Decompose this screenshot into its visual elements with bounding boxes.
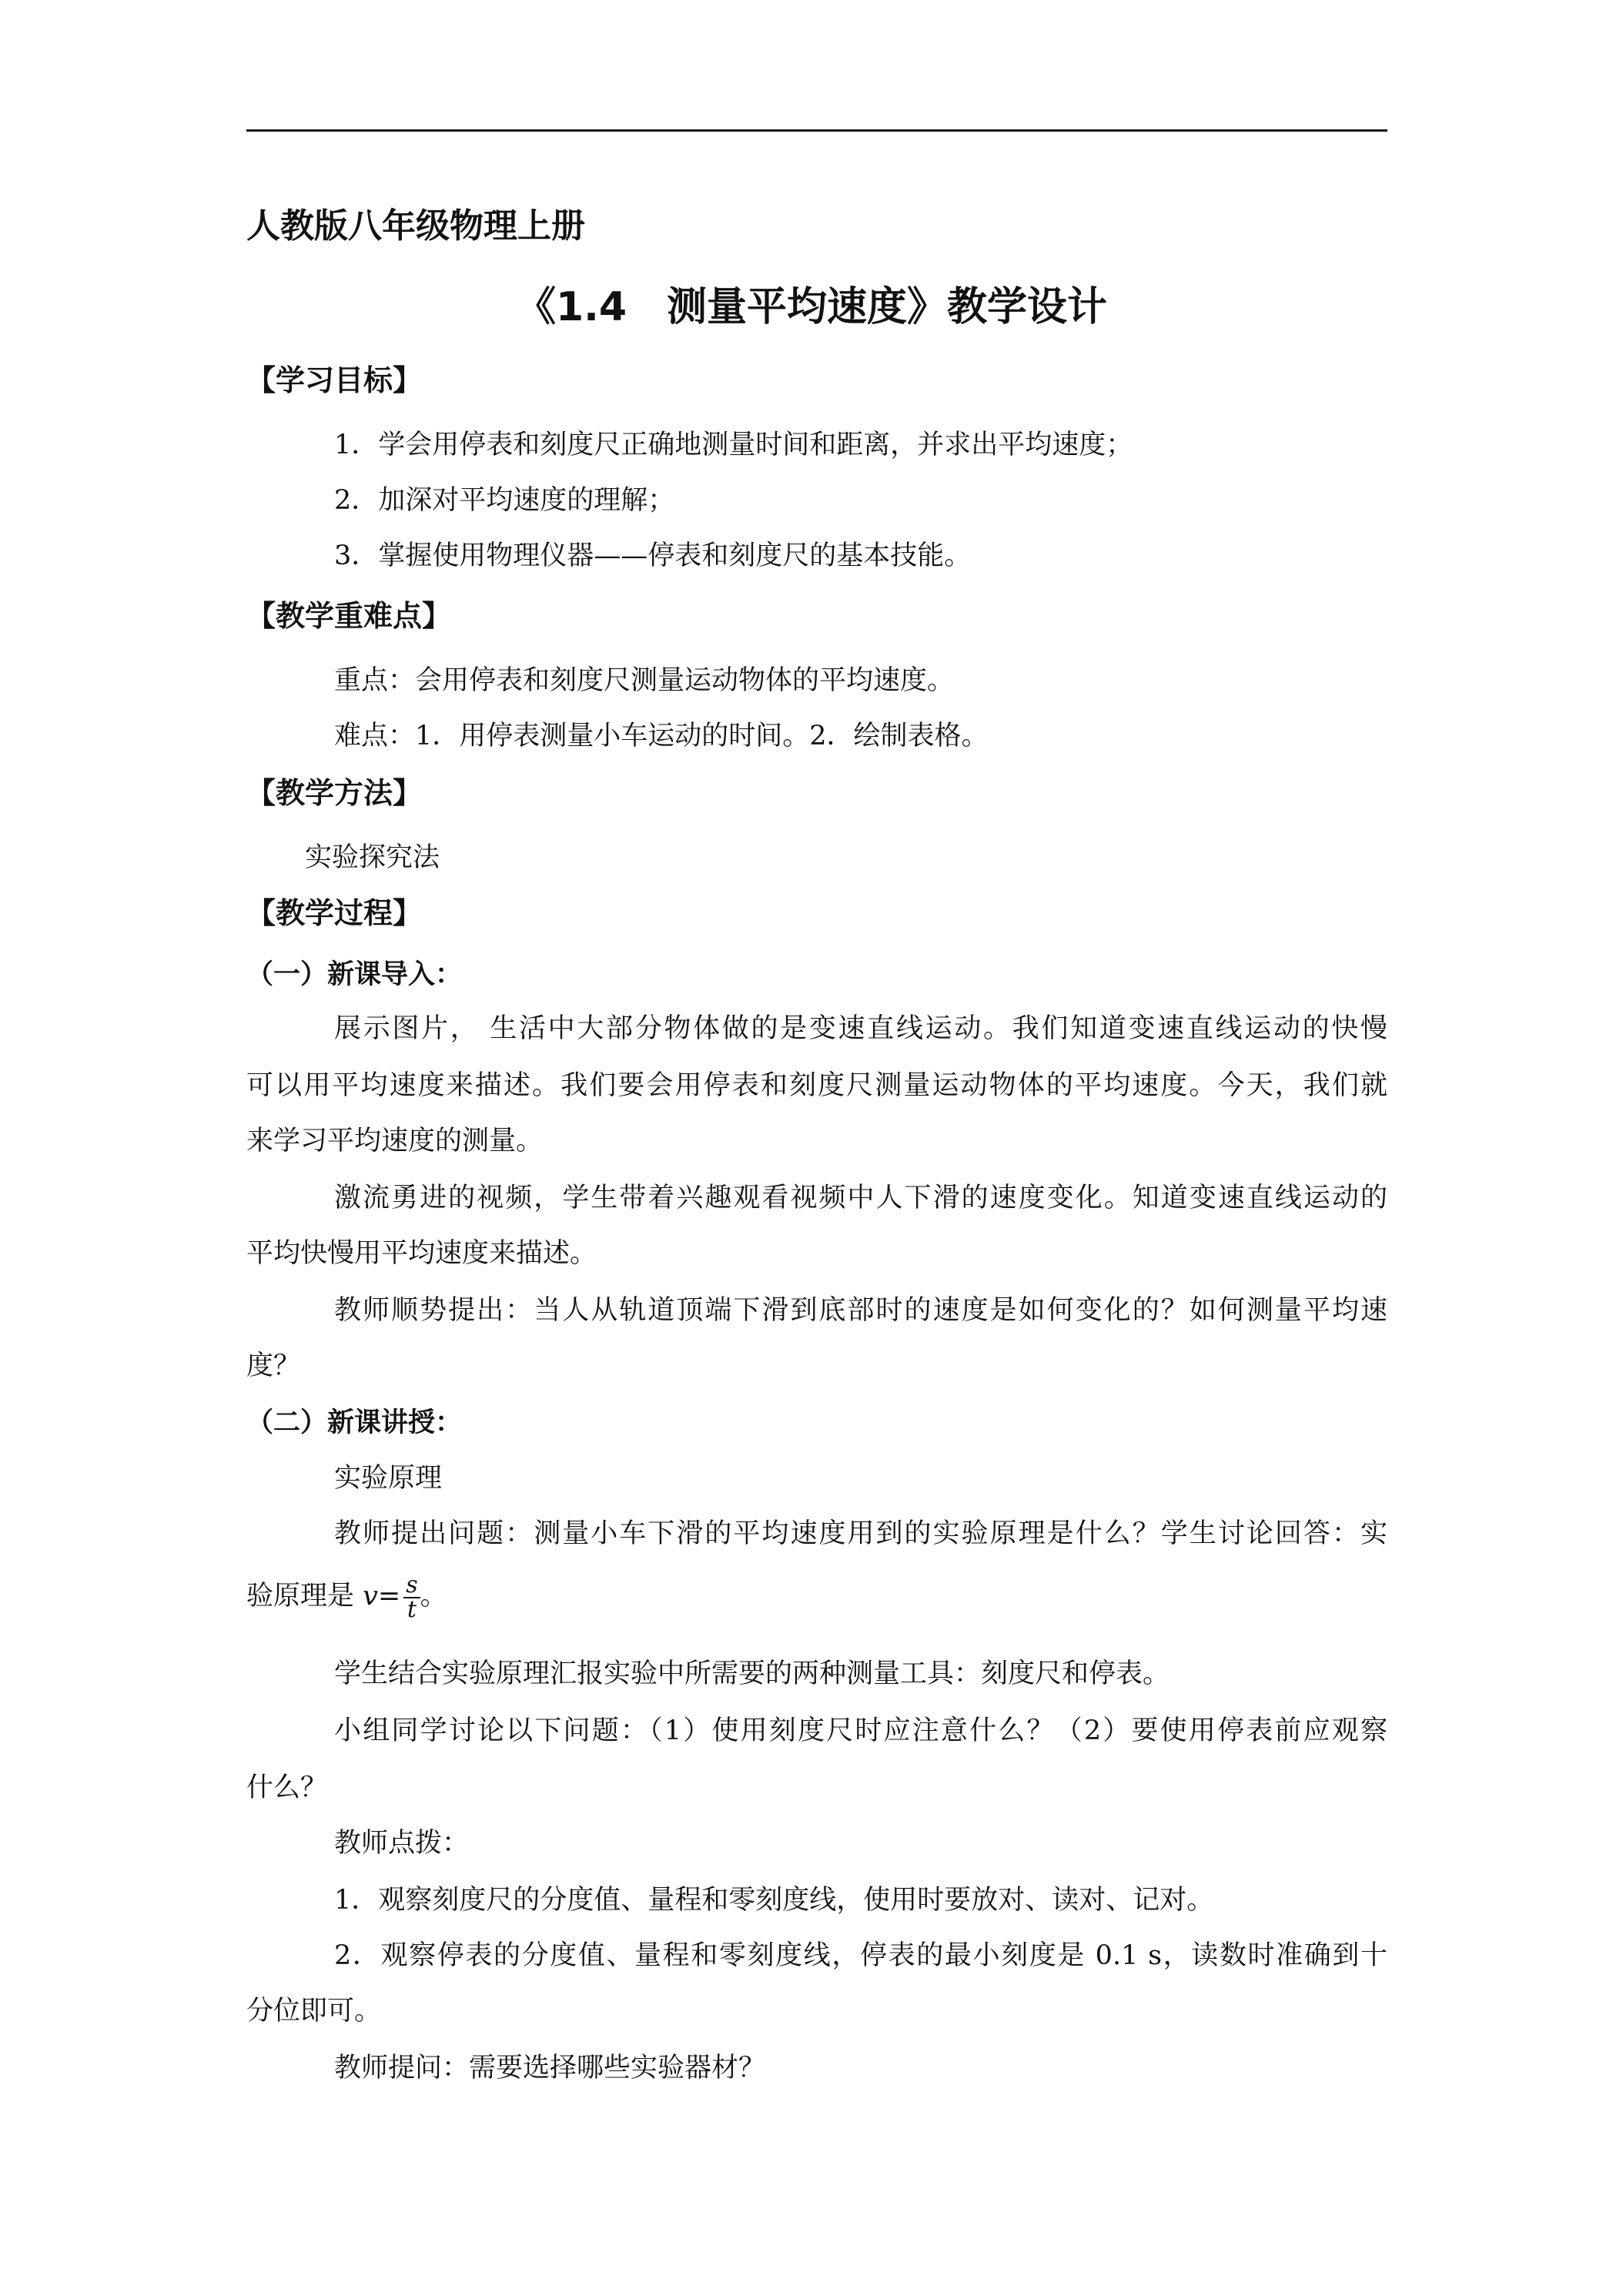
objective-item-1: 1．学会用停表和刻度尺正确地测量时间和距离，并求出平均速度； [334, 430, 1133, 460]
objective-item-2: 2．加深对平均速度的理解； [334, 485, 675, 516]
group-discussion-line-1: 小组同学讨论以下问题：（1）使用刻度尺时应注意什么？（2）要使用停表前应观察 [334, 1715, 1387, 1746]
objective-item-3: 3．掌握使用物理仪器——停表和刻度尺的基本技能。 [334, 541, 972, 571]
header-rule [246, 129, 1387, 132]
formula-fraction [403, 1571, 420, 1623]
document-subtitle: 人教版八年级物理上册 [246, 206, 585, 246]
part1-paragraph-2-line-2: 平均快慢用平均速度来描述。 [246, 1238, 597, 1269]
formula-end: 。 [420, 1581, 447, 1612]
part2-heading: （二）新课讲授： [246, 1407, 463, 1438]
formula-velocity: v [363, 1581, 378, 1612]
method-text: 实验探究法 [305, 842, 440, 873]
part1-paragraph-3-line-2: 度？ [246, 1350, 301, 1381]
formula-equals: = [377, 1581, 401, 1612]
tools-text: 学生结合实验原理汇报实验中所需要的两种测量工具：刻度尺和停表。 [334, 1658, 1170, 1689]
principle-title: 实验原理 [334, 1463, 443, 1494]
part1-paragraph-1-line-1: 展示图片， 生活中大部分物体做的是变速直线运动。我们知道变速直线运动的快慢 [334, 1013, 1387, 1044]
key-point-focus: 重点：会用停表和刻度尺测量运动物体的平均速度。 [334, 665, 955, 696]
document-title: 《1.4 测量平均速度》教学设计 [515, 284, 1108, 330]
section-heading-process: 【教学过程】 [246, 896, 423, 930]
group-discussion-line-2: 什么？ [246, 1772, 328, 1803]
part1-paragraph-1-line-3: 来学习平均速度的测量。 [246, 1126, 544, 1156]
part1-paragraph-2-line-1: 激流勇进的视频，学生带着兴趣观看视频中人下滑的速度变化。知道变速直线运动的 [334, 1183, 1387, 1213]
principle-formula-prefix: 验原理是 [246, 1581, 363, 1612]
teacher-tip-title: 教师点拨： [334, 1828, 470, 1859]
part1-heading: （一）新课导入： [246, 959, 463, 990]
formula-denominator: t [407, 1595, 417, 1623]
section-heading-key-points: 【教学重难点】 [246, 599, 452, 633]
principle-formula-line [246, 1569, 447, 1623]
teacher-tip-2-line-1: 2．观察停表的分度值、量程和零刻度线，停表的最小刻度是 0.1 s，读数时准确到十 [334, 1940, 1387, 1971]
part1-paragraph-1-line-2: 可以用平均速度来描述。我们要会用停表和刻度尺测量运动物体的平均速度。今天，我们就 [246, 1070, 1387, 1101]
key-point-difficulty: 难点：1．用停表测量小车运动的时间。2．绘制表格。 [334, 721, 989, 751]
teacher-question: 教师提问：需要选择哪些实验器材？ [334, 2053, 766, 2083]
teacher-tip-1: 1．观察刻度尺的分度值、量程和零刻度线，使用时要放对、读对、记对。 [334, 1885, 1214, 1916]
section-heading-method: 【教学方法】 [246, 776, 423, 810]
formula-numerator: s [403, 1574, 420, 1598]
teacher-tip-2-line-2: 分位即可。 [246, 1996, 382, 2027]
part1-paragraph-3-line-1: 教师顺势提出：当人从轨道顶端下滑到底部时的速度是如何变化的？如何测量平均速 [334, 1295, 1387, 1326]
section-heading-objectives: 【学习目标】 [246, 363, 423, 397]
principle-question-line-1: 教师提出问题：测量小车下滑的平均速度用到的实验原理是什么？学生讨论回答：实 [334, 1518, 1387, 1549]
